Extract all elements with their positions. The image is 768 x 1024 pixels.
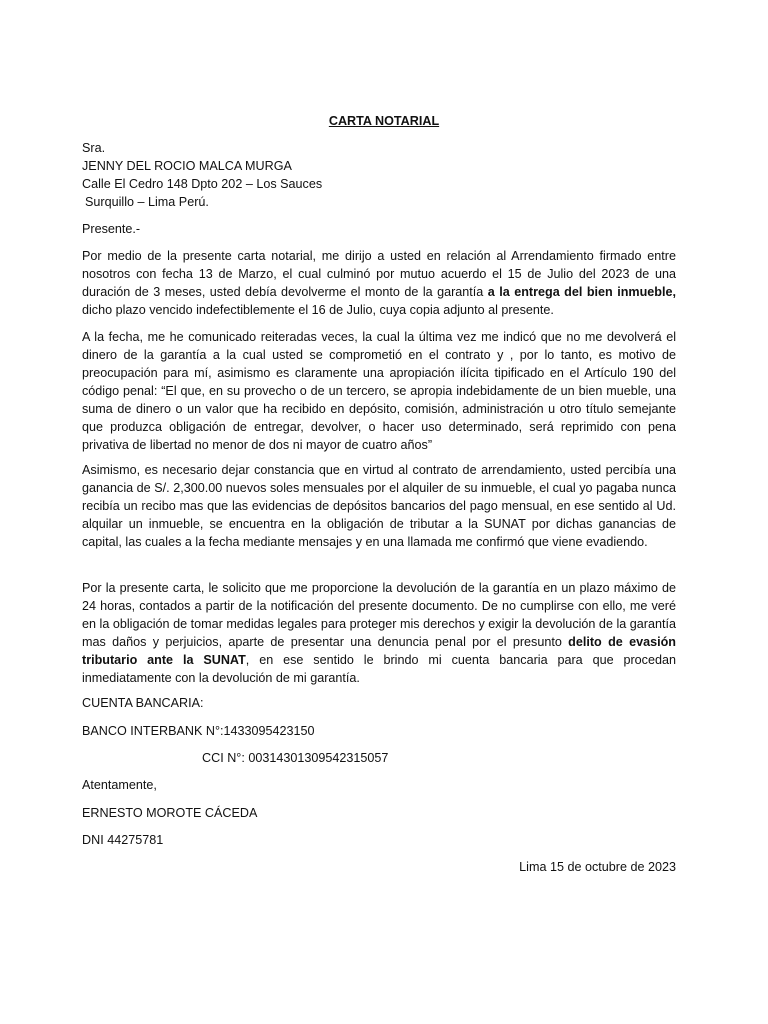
bank-heading: CUENTA BANCARIA: [82,696,204,710]
presente-line: Presente.- [82,222,141,236]
recipient-name: JENNY DEL ROCIO MALCA MURGA [82,159,292,173]
closing: Atentamente, [82,778,157,792]
paragraph-1-text-a: Por medio de la presente carta notarial, me dirijo a usted en relación al Arrendamiento firmado entre nosotros con fecha 13 de Marzo, el cual culminó por mutuo acuerdo el 15 de Julio del 2023 de una duración de 3 meses, usted debía devolverme el monto de la garantía [82,249,676,299]
bank-account: BANCO INTERBANK N°:1433095423150 [82,724,315,738]
recipient-block [82,139,676,211]
address-line-1: Calle El Cedro 148 Dpto 202 – Los Sauces [82,177,323,191]
paragraph-4-bold: delito de evasión tributario ante la SUNAT [82,635,676,667]
sender-dni: DNI 44275781 [82,833,164,847]
salutation: Sra. [82,141,106,155]
address-line-2: Surquillo – Lima Perú. [85,195,209,209]
paragraph-1 [82,247,676,319]
paragraph-1-bold: a la entrega del bien inmueble, [487,285,676,299]
paragraph-2: A la fecha, me he comunicado reiteradas veces, la cual la última vez me indicó que no me devolverá el dinero de la garantía a la cual usted se comprometió en el contrato y , por lo tanto, es motivo de preocupación para mí, asimismo es claramente una apropiación ilícita tipificado en el Artículo 190 del código penal: “El que, en su provecho o de un tercero, se apropia indebidamente de un bien mueble, una suma de dinero o un valor que ha recibido en depósito, comisión, administración u otro título semejante que produzca obligación de entregar, devolver, o hacer uso determinado, será reprimido con pena privativa de libertad no menor de dos ni mayor de cuatro años” [82,330,676,452]
date-line: Lima 15 de octubre de 2023 [519,860,676,874]
letter-title: CARTA NOTARIAL [328,114,440,128]
paragraph-4 [82,579,676,687]
paragraph-3: Asimismo, es necesario dejar constancia que en virtud al contrato de arrendamiento, usted percibía una ganancia de S/. 2,300.00 nuevos soles mensuales por el alquiler de su inmueble, el cual yo pagaba nunca recibía un recibo mas que las evidencias de depósitos bancarios del pago mensual, en ese sentido al Ud. alquilar un inmueble, se encuentra en la obligación de tributar a la SUNAT por dichas ganancias de capital, las cuales a la fecha mediante mensajes y en una llamada me confirmó que viene evadiendo. [82,463,676,549]
paragraph-1-text-b: dicho plazo vencido indefectiblemente el 16 de Julio, cuya copia adjunto al presente. [82,303,554,317]
paragraph-4-text-b: , en ese sentido le brindo mi cuenta bancaria para que procedan inmediatamente con la devolución de mi garantía. [82,653,676,685]
sender-name: ERNESTO MOROTE CÁCEDA [82,806,258,820]
cci-number: CCI N°: 00314301309542315057 [202,751,389,765]
paragraph-4-text-a: Por la presente carta, le solicito que me proporcione la devolución de la garantía en un plazo máximo de 24 horas, contados a partir de la notificación del presente documento. De no cumplirse con ello, me veré en la obligación de tomar medidas legales para proteger mis derechos y exigir la devolución de la garantía mas daños y perjuicios, aparte de presentar una denuncia penal por el presunto [82,581,676,649]
letter-page [82,0,676,1024]
